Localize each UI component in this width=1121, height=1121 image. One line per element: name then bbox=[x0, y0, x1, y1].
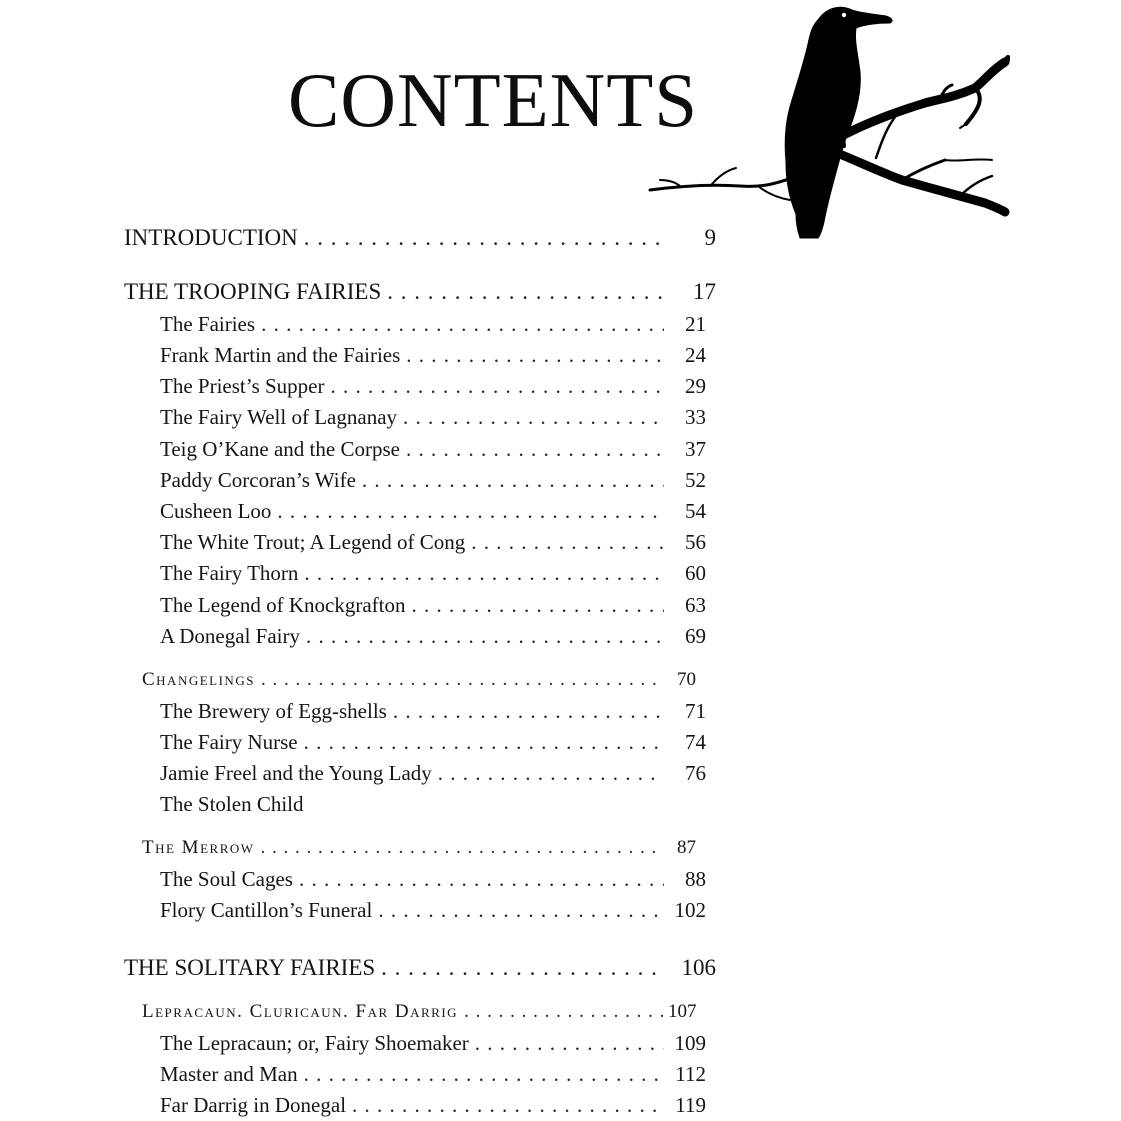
toc-entry-label: The Fairy Thorn bbox=[160, 561, 299, 585]
toc-entry-label: Jamie Freel and the Young Lady bbox=[160, 761, 432, 785]
dot-leader bbox=[304, 730, 664, 755]
toc-entry-story[interactable] bbox=[160, 561, 706, 586]
toc-entry-page: 107 bbox=[668, 1001, 697, 1022]
toc-entry-story[interactable] bbox=[160, 374, 706, 399]
toc-entry-introduction[interactable] bbox=[124, 225, 716, 251]
toc-entry-page: 21 bbox=[685, 312, 706, 336]
toc-entry-page: 60 bbox=[685, 561, 706, 585]
dot-leader bbox=[471, 530, 664, 555]
toc-entry-label: Changelings bbox=[142, 669, 255, 690]
toc-entry-label: The White Trout; A Legend of Cong bbox=[160, 530, 466, 554]
toc-entry-page: 33 bbox=[685, 405, 706, 429]
dot-leader bbox=[378, 898, 664, 923]
toc-entry-story[interactable] bbox=[160, 792, 706, 817]
dot-leader bbox=[261, 312, 664, 337]
toc-entry-story[interactable] bbox=[160, 530, 706, 555]
dot-leader bbox=[352, 1093, 664, 1118]
toc-entry-label: The Merrow bbox=[142, 837, 255, 858]
toc-entry-label: Frank Martin and the Fairies bbox=[160, 343, 401, 367]
dot-leader bbox=[277, 499, 664, 524]
toc-entry-page: 87 bbox=[677, 837, 696, 858]
dot-leader bbox=[304, 561, 664, 586]
toc-entry-label: INTRODUCTION bbox=[124, 225, 298, 250]
toc-entry-label: THE TROOPING FAIRIES bbox=[124, 279, 382, 304]
dot-leader bbox=[304, 225, 666, 251]
page-title: CONTENTS bbox=[288, 57, 699, 143]
toc-entry-label: The Lepracaun; or, Fairy Shoemaker bbox=[160, 1031, 469, 1055]
dot-leader bbox=[304, 1062, 664, 1087]
dot-leader bbox=[475, 1031, 664, 1056]
toc-entry-label: Paddy Corcoran’s Wife bbox=[160, 468, 356, 492]
toc-entry-label: Far Darrig in Donegal bbox=[160, 1093, 347, 1117]
dot-leader bbox=[306, 624, 664, 649]
toc-entry-page: 88 bbox=[685, 867, 706, 891]
toc-entry-section[interactable] bbox=[142, 669, 696, 691]
toc-entry-story[interactable] bbox=[160, 699, 706, 724]
dot-leader bbox=[387, 279, 666, 305]
toc-entry-page: 63 bbox=[685, 593, 706, 617]
toc-entry-label: The Soul Cages bbox=[160, 867, 293, 891]
dot-leader bbox=[261, 837, 664, 859]
dot-leader bbox=[261, 669, 664, 691]
toc-entry-page: 71 bbox=[685, 699, 706, 723]
toc-entry-story[interactable] bbox=[160, 867, 706, 892]
toc-entry-section[interactable] bbox=[142, 837, 696, 859]
toc-entry-page: 74 bbox=[685, 730, 706, 754]
toc-entry-story[interactable] bbox=[160, 499, 706, 524]
toc-entry-story[interactable] bbox=[160, 761, 706, 786]
dot-leader bbox=[381, 955, 666, 981]
toc-entry-page: 17 bbox=[693, 279, 716, 304]
dot-leader bbox=[406, 343, 664, 368]
dot-leader bbox=[438, 761, 664, 786]
toc-entry-page: 24 bbox=[685, 343, 706, 367]
dot-leader bbox=[403, 405, 664, 430]
dot-leader bbox=[406, 437, 664, 462]
toc-entry-page: 52 bbox=[685, 468, 706, 492]
toc-entry-story[interactable] bbox=[160, 468, 706, 493]
toc-entry-label: The Stolen Child bbox=[160, 792, 304, 816]
dot-leader bbox=[299, 867, 664, 892]
toc-entry-label: The Fairy Nurse bbox=[160, 730, 298, 754]
toc-entry-page: 112 bbox=[675, 1062, 706, 1086]
toc-entry-page: 29 bbox=[685, 374, 706, 398]
toc-entry-page: 119 bbox=[675, 1093, 706, 1117]
toc-entry-label: The Priest’s Supper bbox=[160, 374, 325, 398]
toc-entry-label: The Legend of Knockgrafton bbox=[160, 593, 406, 617]
toc-entry-label: Flory Cantillon’s Funeral bbox=[160, 898, 373, 922]
toc-entry-page: 56 bbox=[685, 530, 706, 554]
toc-entry-label: Lepracaun. Cluricaun. Far Darrig bbox=[142, 1001, 459, 1022]
toc-entry-page: 9 bbox=[704, 225, 716, 250]
toc-entry-page: 109 bbox=[674, 1031, 706, 1055]
toc-entry-story[interactable] bbox=[160, 343, 706, 368]
toc-entry-story[interactable] bbox=[160, 437, 706, 462]
toc-entry-label: Master and Man bbox=[160, 1062, 298, 1086]
toc-entry-page: 70 bbox=[677, 669, 696, 690]
toc-entry-part[interactable] bbox=[124, 279, 716, 305]
toc-entry-page: 106 bbox=[681, 955, 716, 980]
dot-leader bbox=[362, 468, 664, 493]
toc-entry-label: A Donegal Fairy bbox=[160, 624, 300, 648]
toc-entry-story[interactable] bbox=[160, 1062, 706, 1087]
dot-leader bbox=[393, 699, 664, 724]
toc-entry-story[interactable] bbox=[160, 593, 706, 618]
toc-entry-part[interactable] bbox=[124, 955, 716, 981]
toc-entry-page: 102 bbox=[674, 898, 706, 922]
toc-entry-story[interactable] bbox=[160, 1093, 706, 1118]
toc-entry-label: The Fairies bbox=[160, 312, 256, 336]
dot-leader bbox=[330, 374, 664, 399]
toc-entry-label: Teig O’Kane and the Corpse bbox=[160, 437, 400, 461]
toc-entry-page: 76 bbox=[685, 761, 706, 785]
toc-entry-story[interactable] bbox=[160, 312, 706, 337]
toc-entry-story[interactable] bbox=[160, 1031, 706, 1056]
toc-entry-story[interactable] bbox=[160, 730, 706, 755]
toc-entry-story[interactable] bbox=[160, 405, 706, 430]
toc-entry-story[interactable] bbox=[160, 898, 706, 923]
crow-on-branch-icon bbox=[640, 0, 1010, 250]
toc-entry-label: Cusheen Loo bbox=[160, 499, 272, 523]
dot-leader bbox=[464, 1001, 664, 1023]
toc-entry-label: THE SOLITARY FAIRIES bbox=[124, 955, 376, 980]
toc-entry-section[interactable] bbox=[142, 1001, 696, 1023]
toc-entry-page: 54 bbox=[685, 499, 706, 523]
toc-entry-label: The Fairy Well of Lagnanay bbox=[160, 405, 398, 429]
dot-leader bbox=[412, 593, 665, 618]
toc-entry-label: The Brewery of Egg-shells bbox=[160, 699, 387, 723]
toc-entry-page: 37 bbox=[685, 437, 706, 461]
toc-entry-page: 69 bbox=[685, 624, 706, 648]
toc-entry-story[interactable] bbox=[160, 624, 706, 649]
